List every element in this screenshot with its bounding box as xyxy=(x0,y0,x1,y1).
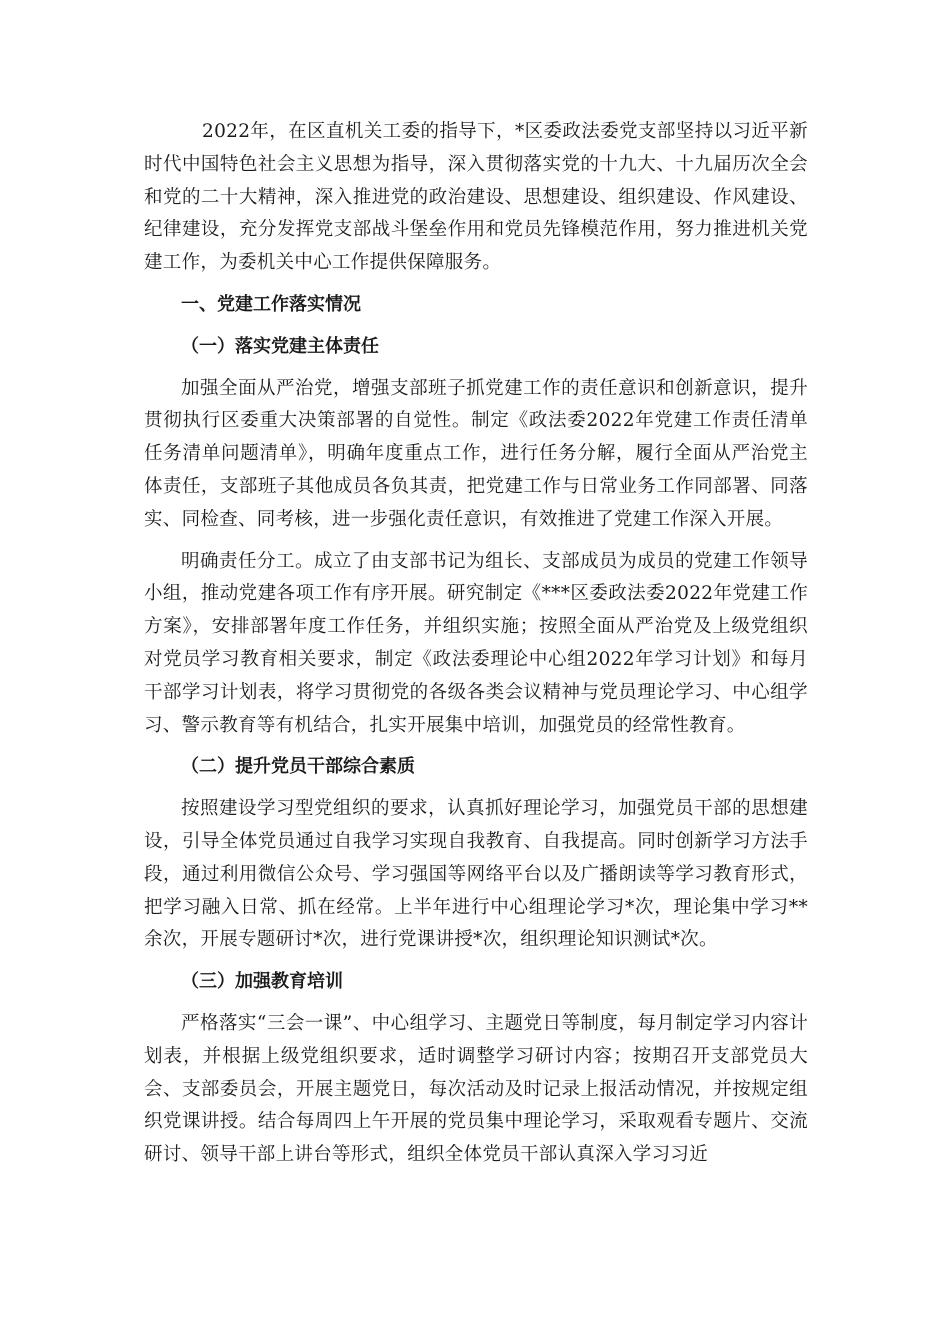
paragraph-responsibility-1: 加强全面从严治党，增强支部班子抓党建工作的责任意识和创新意识，提升贯彻执行区委重大决策部署的自觉性。制定《政法委2022年党建工作责任清单任务清单问题清单》，明确年度重点工作，进行任务分解，履行全面从严治党主体责任，支部班子其他成员各负其责，把党建工作与日常业务工作同部署、同落实、同检查、同考核，进一步强化责任意识，有效推进了党建工作深入开展。 xyxy=(144,377,808,530)
subsection-heading-quality: （二）提升党员干部综合素质 xyxy=(181,756,415,778)
document-page xyxy=(144,116,808,1181)
subsection-heading-training: （三）加强教育培训 xyxy=(181,971,343,993)
paragraph-responsibility-2: 明确责任分工。成立了由支部书记为组长、支部成员为成员的党建工作领导小组，推动党建各项工作有序开展。研究制定《***区委政法委2022年党建工作方案》，安排部署年度工作任务，并组织实施；按照全面从严治党及上级党组织对党员学习教育相关要求，制定《政法委理论中心组2022年学习计划》和每月干部学习计划表，将学习贯彻党的各级各类会议精神与党员理论学习、中心组学习、警示教育等有机结合，扎实开展集中培训，加强党员的经常性教育。 xyxy=(144,550,808,736)
intro-paragraph: 2022年，在区直机关工委的指导下，*区委政法委党支部坚持以习近平新时代中国特色社会主义思想为指导，深入贯彻落实党的十九大、十九届历次全会和党的二十大精神，深入推进党的政治建设、思想建设、组织建设、作风建设、纪律建设，充分发挥党支部战斗堡垒作用和党员先锋模范作用，努力推进机关党建工作，为委机关中心工作提供保障服务。 xyxy=(144,121,808,274)
paragraph-training: 严格落实“三会一课”、中心组学习、主题党日等制度，每月制定学习内容计划表，并根据上级党组织要求，适时调整学习研讨内容；按期召开支部党员大会、支部委员会，开展主题党日，每次活动及时记录上报活动情况，并按规定组织党课讲授。结合每周四上午开展的党员集中理论学习，采取观看专题片、交流研讨、领导干部上讲台等形式，组织全体党员干部认真深入学习习近 xyxy=(144,1012,808,1166)
paragraph-quality: 按照建设学习型党组织的要求，认真抓好理论学习，加强党员干部的思想建设，引导全体党员通过自我学习实现自我教育、自我提高。同时创新学习方法手段，通过利用微信公众号、学习强国等网络平台以及广播朗读等学习教育形式，把学习融入日常、抓在经常。上半年进行中心组理论学习*次，理论集中学习**余次，开展专题研讨*次，进行党课讲授*次，组织理论知识测试*次。 xyxy=(144,798,808,951)
section-heading-party-building: 一、党建工作落实情况 xyxy=(181,293,361,315)
subsection-heading-responsibility: （一）落实党建主体责任 xyxy=(181,335,379,357)
